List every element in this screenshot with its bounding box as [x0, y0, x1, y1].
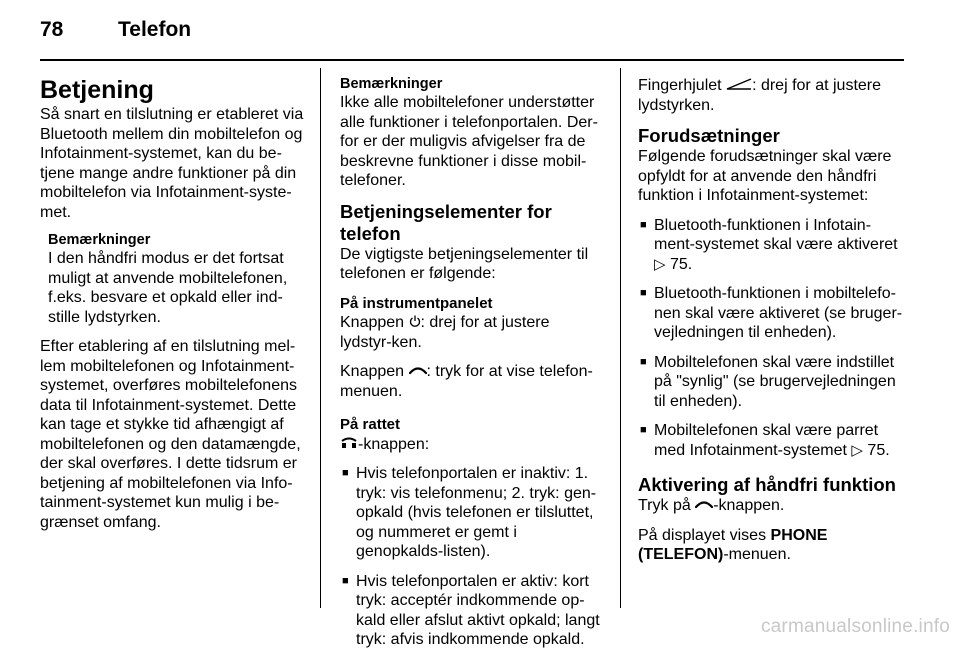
note-box — [48, 232, 308, 327]
display-menu-name: PHONE (TELEFON) — [638, 526, 828, 563]
page-number: 78 — [40, 18, 64, 41]
watermark: carmanualsonline.info — [760, 616, 950, 637]
steering-phone-button-icon — [340, 435, 358, 455]
transfer-paragraph: Efter etablering af en tilslutning mel-lem mobiltelefonen og Infotainment-systemet, overføres mobiltelefonens data til Infotainment-systemet. Dette kan tage et stykke tid afhængigt af mobiltelefonen og den datamængde, der skal overføres. I dette tidsrum er betjening af mobiltelefonen via Info-tainment-systemet kun mulig i be-grænset omfang. — [40, 338, 301, 531]
knob-text: : drej for at justere lydstyr-ken. — [340, 314, 550, 351]
list-item: ■ Hvis telefonportalen er inaktiv: 1. tryk: vis telefonmenu; 2. tryk: gen-opkald (hvis telefonen er tilsluttet, og nummeret er gemt i genopkalds-listen). — [340, 464, 604, 562]
wheel-button-text: -knappen: — [358, 435, 430, 453]
page-reference: 75. — [867, 441, 890, 459]
note-text: Ikke alle mobiltelefoner understøtter alle funktioner i telefonportalen. Der-for er der muligvis afvigelser fra de beskrevne funktioner i disse mobil-telefoner. — [340, 94, 598, 189]
list-item: ■ Hvis telefonportalen er aktiv: kort tryk: acceptér indkommende op-kald eller afslut aktivt opkald; langt tryk: afvis indkommende opkald. — [340, 572, 604, 650]
list-item — [638, 216, 904, 275]
column-divider-2 — [620, 68, 621, 608]
section-heading-activation: Aktivering af håndfri funktion — [638, 474, 896, 495]
wheel-button-line — [340, 435, 604, 455]
display-prefix: På displayet vises — [638, 526, 767, 544]
activate-prefix: Tryk på — [638, 497, 691, 514]
phone-handset-icon — [695, 496, 713, 516]
intro-paragraph: Så snart en tilslutning er etableret via Bluetooth mellem din mobiltelefon og Infotainment-systemet, kan du be-tjene mange andre funktioner på din mobiltelefon via Infotainment-syste-met. — [40, 106, 304, 221]
phone-prefix: Knappen — [340, 363, 405, 380]
note-box — [340, 76, 604, 191]
list-item — [638, 421, 904, 460]
thumbwheel-icon — [726, 76, 752, 96]
list-item: ■ Mobiltelefonen skal være indstillet på "synlig" (se brugervejledningen til enheden). — [638, 353, 904, 412]
page-reference-arrow-icon: ▷ — [851, 441, 863, 459]
phone-button-instruction — [340, 362, 604, 401]
knob-prefix: Knappen — [340, 314, 405, 331]
subheading-steering-wheel: På rattet — [340, 416, 401, 433]
power-knob-icon — [409, 313, 421, 333]
column-2 — [340, 76, 604, 660]
page-title: Telefon — [118, 18, 192, 41]
column-divider-1 — [320, 68, 321, 608]
column-3 — [638, 76, 904, 575]
section-heading-prerequisites: Forudsætninger — [638, 125, 780, 146]
section-heading-betjening: Betjening — [40, 76, 154, 104]
column-1 — [40, 76, 308, 542]
list-item-text: Mobiltelefonen skal være parret med Infotainment-systemet — [654, 422, 879, 459]
thumbwheel-text: : drej for at justere lydstyrken. — [638, 77, 882, 114]
page-reference: 75. — [670, 255, 693, 273]
controls-intro: De vigtigste betjeningselementer til telefonen er følgende: — [340, 245, 589, 282]
list-item: ■ Bluetooth-funktionen i mobiltelefo-nen skal være aktiveret (se bruger-vejledningen til enheden). — [638, 284, 904, 343]
phone-text: : tryk for at vise telefon-menuen. — [340, 363, 593, 400]
section-heading-controls: Betjeningselementer for telefon — [340, 200, 552, 244]
list-item-text: Bluetooth-funktionen i Infotain-ment-systemet skal være aktiveret — [654, 216, 898, 253]
note-title: Bemærkninger — [340, 76, 443, 92]
activate-text: -knappen. — [713, 497, 785, 514]
activation-instruction — [638, 496, 904, 516]
knob-instruction — [340, 313, 604, 352]
page-reference-arrow-icon: ▷ — [654, 255, 666, 273]
note-title: Bemærkninger — [48, 232, 151, 248]
subheading-instrument-panel: På instrumentpanelet — [340, 294, 493, 312]
note-text: I den håndfri modus er det fortsat muligt at anvende mobiltelefonen, f.eks. besvare et opkald eller ind-stille lydstyrken. — [48, 250, 288, 326]
display-instruction — [638, 526, 904, 565]
prerequisites-intro: Følgende forudsætninger skal være opfyldt for at anvende den håndfri funktion i Infotainment-systemet: — [638, 148, 892, 204]
header-rule — [40, 59, 904, 61]
thumbwheel-instruction — [638, 76, 904, 115]
thumbwheel-prefix: Fingerhjulet — [638, 77, 722, 94]
display-suffix: -menuen. — [723, 546, 791, 563]
phone-handset-icon — [409, 362, 427, 382]
